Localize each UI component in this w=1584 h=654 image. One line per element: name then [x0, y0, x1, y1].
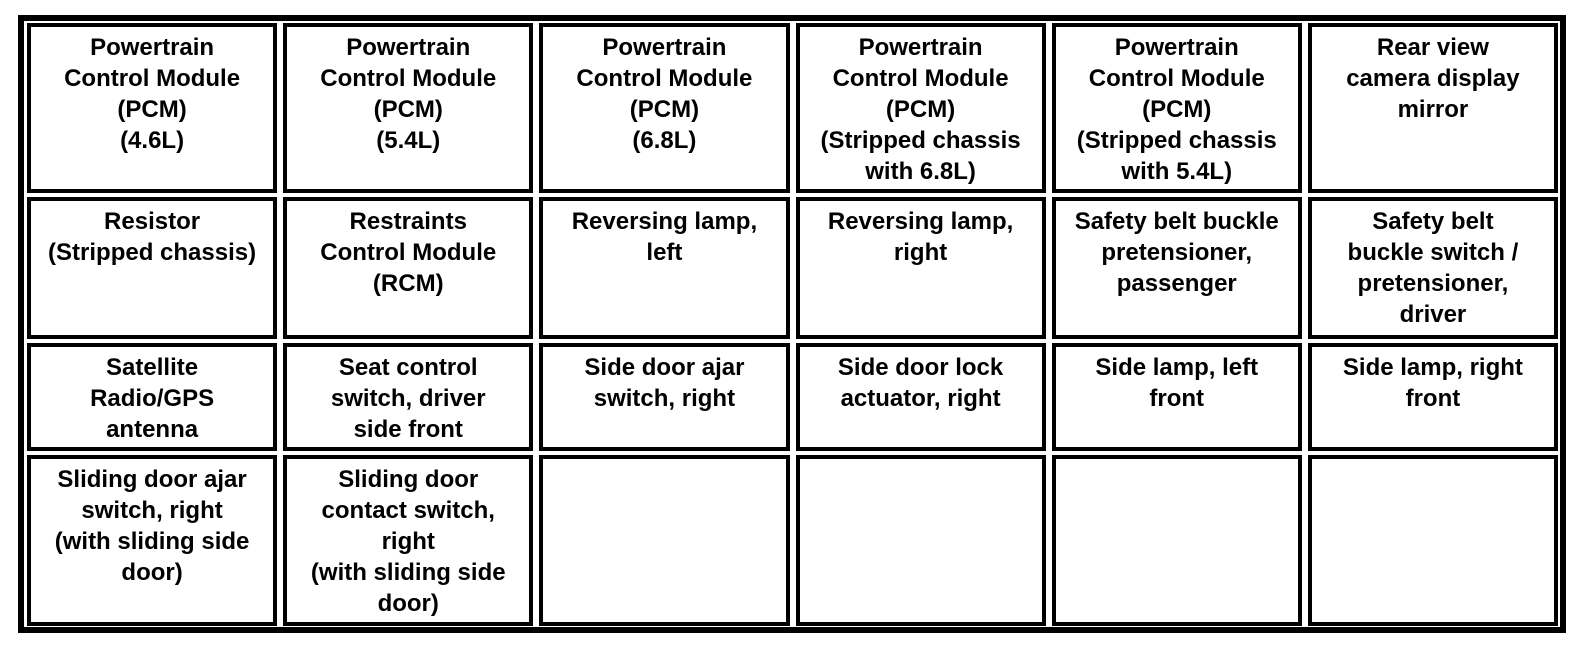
table-cell: Side door lock actuator, right	[796, 343, 1046, 451]
table-cell: Powertrain Control Module (PCM) (Stripped chassis with 6.8L)	[796, 23, 1046, 193]
table-cell: Rear view camera display mirror	[1308, 23, 1558, 193]
empty-table-cell	[1052, 455, 1302, 626]
table-cell: Safety belt buckle pretensioner, passenger	[1052, 197, 1302, 339]
component-table	[27, 23, 1558, 626]
table-cell: Safety belt buckle switch / pretensioner, driver	[1308, 197, 1558, 339]
table-cell: Reversing lamp, left	[539, 197, 789, 339]
table-cell: Seat control switch, driver side front	[283, 343, 533, 451]
table-cell: Side door ajar switch, right	[539, 343, 789, 451]
table-cell: Side lamp, right front	[1308, 343, 1558, 451]
table-cell: Powertrain Control Module (PCM) (6.8L)	[539, 23, 789, 193]
table-cell: Sliding door contact switch, right (with sliding side door)	[283, 455, 533, 626]
table-cell: Restraints Control Module (RCM)	[283, 197, 533, 339]
table-cell: Powertrain Control Module (PCM) (4.6L)	[27, 23, 277, 193]
table-cell: Reversing lamp, right	[796, 197, 1046, 339]
table-cell: Resistor (Stripped chassis)	[27, 197, 277, 339]
empty-table-cell	[539, 455, 789, 626]
empty-table-cell	[1308, 455, 1558, 626]
table-cell: Side lamp, left front	[1052, 343, 1302, 451]
component-table-frame	[18, 15, 1566, 633]
table-cell: Powertrain Control Module (PCM) (5.4L)	[283, 23, 533, 193]
table-cell: Satellite Radio/GPS antenna	[27, 343, 277, 451]
empty-table-cell	[796, 455, 1046, 626]
table-cell: Powertrain Control Module (PCM) (Stripped chassis with 5.4L)	[1052, 23, 1302, 193]
table-cell: Sliding door ajar switch, right (with sliding side door)	[27, 455, 277, 626]
